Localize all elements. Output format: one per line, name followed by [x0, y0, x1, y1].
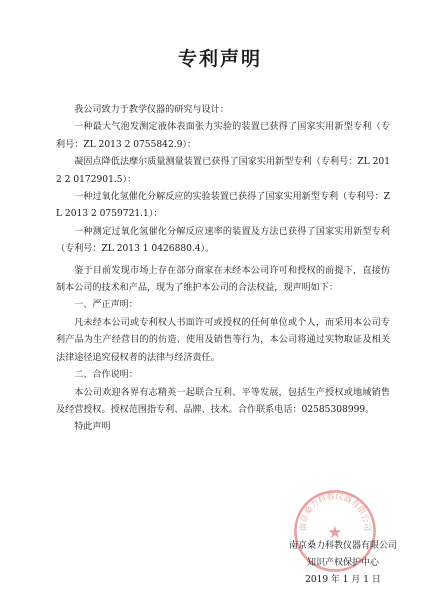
page-title: 专利声明	[177, 48, 262, 70]
declaration-paragraph: 凡未经本公司或专利权人书面许可或授权的任何单位或个人，而采用本公司专利产品为生产经营目的的仿造、使用及销售等行为，本公司将通过实物取证及相关法律途径追究侵权者的法律与经济责任。	[56, 317, 390, 363]
notice-paragraph: 鉴于目前发现市场上存在部分商家在未经本公司许可和授权的前提下，直接仿制本公司的技术和产品，现为了维护本公司的合法权益，现声明如下：	[56, 265, 390, 294]
patent-item: 一种测定过氧化氢催化分解反应速率的装置及方法已获得了国家实用新型专利（专利号：ZL 2013 1 0426880.4）。	[56, 226, 390, 255]
patent-item: 一种最大气泡发测定液体表面张力实验的装置已获得了国家实用新型专利（专利号：ZL 2013 2 0755842.9）：	[56, 122, 390, 150]
seal-text: 南京桑力科教仪器有限公司	[297, 490, 373, 532]
signature-date: 2019 年 1 月 1 日	[305, 575, 381, 585]
signature-block	[288, 538, 398, 589]
section-heading: 二、合作说明：	[74, 370, 138, 381]
document-body	[56, 102, 390, 437]
patent-item: 一种过氧化氢催化分解反应的实验装置已获得了国家实用新型专利（专利号：ZL 2013 2 0759721.1）：	[56, 192, 390, 220]
intro-paragraph: 我公司致力于教学仪器的研究与设计：	[74, 105, 229, 115]
section-heading: 一、严正声明：	[74, 300, 138, 311]
patent-item: 凝固点降低法摩尔质量测量装置已获得了国家实用新型专利（专利号：ZL 2012 2 0172901.5）：	[56, 157, 390, 185]
department-name: 知识产权保护中心	[306, 558, 379, 568]
closing-line: 特此声明	[74, 422, 111, 433]
seal-star: ★	[327, 522, 343, 543]
company-name: 南京桑力科教仪器有限公司	[288, 541, 397, 551]
cooperation-paragraph: 本公司欢迎各界有志精英一起联合互利、平等发展，包括生产授权或地域销售及经营授权。授权范围指专利、品牌、技术。合作联系电话：02585308999。	[56, 387, 390, 415]
